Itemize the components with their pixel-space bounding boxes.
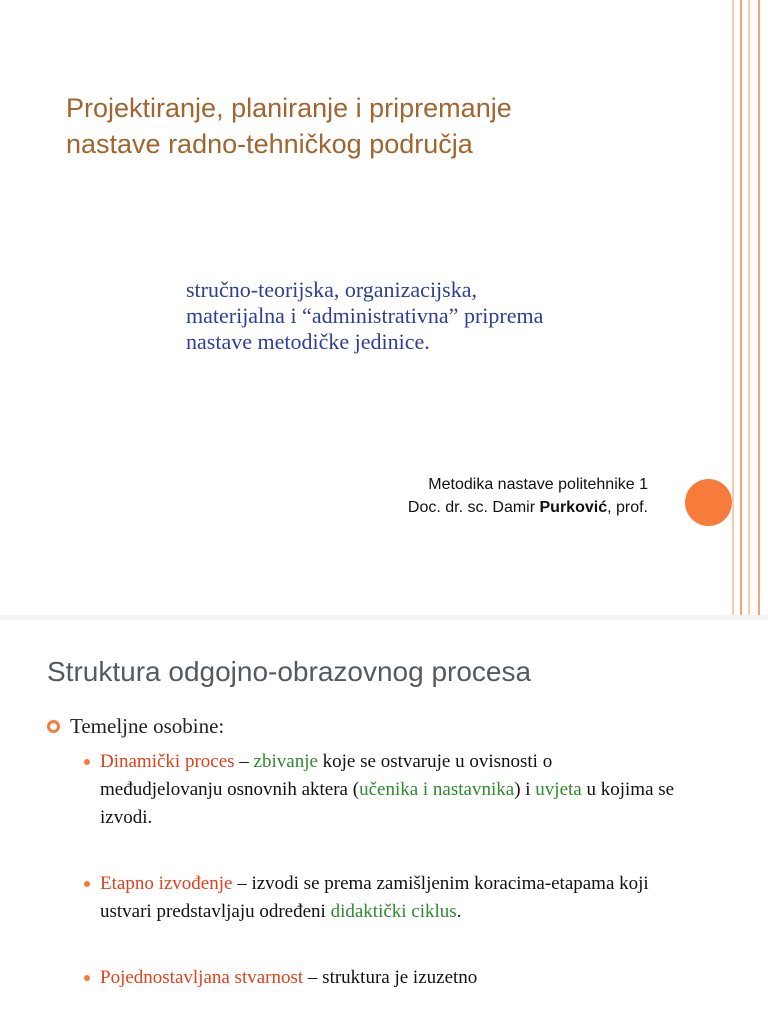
slide-title [66,90,686,162]
bullet-list [78,748,678,1024]
bullet-text: u kojima se izvodi. [100,779,675,828]
bullet-keyword: zbivanje [253,751,318,772]
bullet-text: . [456,901,462,922]
bullet-sep: – [232,873,252,894]
subtitle-line3-end: . [424,329,430,354]
slide-title-line2: nastave radno-tehničkog područja [66,129,473,159]
bullet-term: Etapno izvođenje [100,873,233,894]
level1-text: Temeljne osobine: [70,714,225,738]
subtitle-line1: stručno-teorijska, organizacijska, [186,277,477,302]
bullet-text: ) i [514,779,536,800]
author-surname: Purković [539,499,608,516]
content-slide [0,620,768,1024]
dot-bullet-icon [84,975,90,981]
slide-subtitle [186,277,706,355]
subtitle-line3: nastave metodičke jedinice [186,329,425,354]
bullet-text: koje se ostvaruje u ovisnosti o međudjelovanju osnovnih aktera ( [100,751,553,800]
bullet-sep: – [303,967,323,988]
section-title: Struktura odgojno-obrazovnog procesa [47,656,532,687]
bullet-keyword: učenika i nastavnika [359,779,515,800]
bullet-item [78,964,678,992]
orange-circle-icon [685,479,732,526]
author-prefix: Doc. dr. sc. Damir [407,499,540,516]
bullet-sep: – [234,751,254,772]
bullet-term: Dinamički proces [100,751,235,772]
slide-title-line1: Projektiranje, planiranje i pripremanje [66,93,512,123]
author-suffix: , prof. [607,499,648,516]
dot-bullet-icon [84,881,90,887]
ring-bullet-icon [47,720,60,733]
level1-item [47,714,224,739]
bullet-keyword: didaktički ciklus [330,901,457,922]
author-block [408,473,648,519]
bullet-item [78,748,678,832]
bullet-text: izvodi se prema zamišljenim koracima-etapama koji ustvari predstavljaju određeni [100,873,649,922]
dot-bullet-icon [84,759,90,765]
bullet-keyword: uvjeta [535,779,582,800]
bullet-item [78,870,678,926]
edge-stripes-decoration [728,0,768,615]
bullet-text: struktura je izuzetno [322,967,478,988]
bullet-term: Pojednostavljana stvarnost [100,967,304,988]
course-name: Metodika nastave politehnike 1 [428,476,648,493]
subtitle-line2: materijalna i “administrativna” priprema [186,303,544,328]
